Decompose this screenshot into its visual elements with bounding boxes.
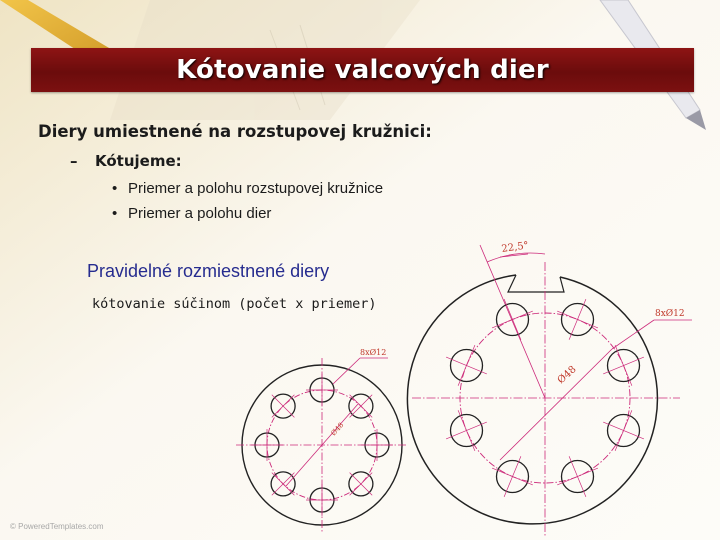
callout-text: kótovanie súčinom (počet x priemer) bbox=[92, 296, 377, 312]
callout-title: Pravidelné rozmiestnené diery bbox=[87, 261, 330, 281]
dash-bullet: – bbox=[70, 152, 78, 170]
bullet-text: Priemer a polohu rozstupovej kružnice bbox=[128, 180, 384, 197]
bullet-icon: • bbox=[112, 205, 118, 222]
radial-line-right bbox=[480, 245, 545, 398]
pitch-label-right: Ø48 bbox=[555, 364, 579, 387]
hole-label-right: 8xØ12 bbox=[655, 309, 685, 319]
pitch-label-left: Ø48 bbox=[329, 421, 346, 438]
angle-arc-right bbox=[487, 253, 545, 262]
contour-notch-right bbox=[508, 275, 564, 292]
sub-heading-text: Kótujeme: bbox=[95, 152, 182, 170]
hole-label-left: 8xØ12 bbox=[360, 348, 387, 357]
bullet-text: Priemer a polohu dier bbox=[128, 205, 272, 222]
angle-label-right: 22,5° bbox=[500, 240, 530, 255]
footer-text: © PoweredTemplates.com bbox=[10, 522, 104, 531]
drawing-right bbox=[407, 240, 692, 536]
drawing-left bbox=[236, 348, 408, 532]
leader-line-left bbox=[333, 358, 360, 384]
slide-title: Kótovanie valcových dier bbox=[176, 55, 549, 85]
diameter-dim-line-right bbox=[500, 349, 612, 460]
outer-contour-right bbox=[407, 275, 657, 524]
heading-text: Diery umiestnené na rozstupovej kružnici: bbox=[38, 122, 432, 141]
bullet-icon: • bbox=[112, 180, 118, 197]
